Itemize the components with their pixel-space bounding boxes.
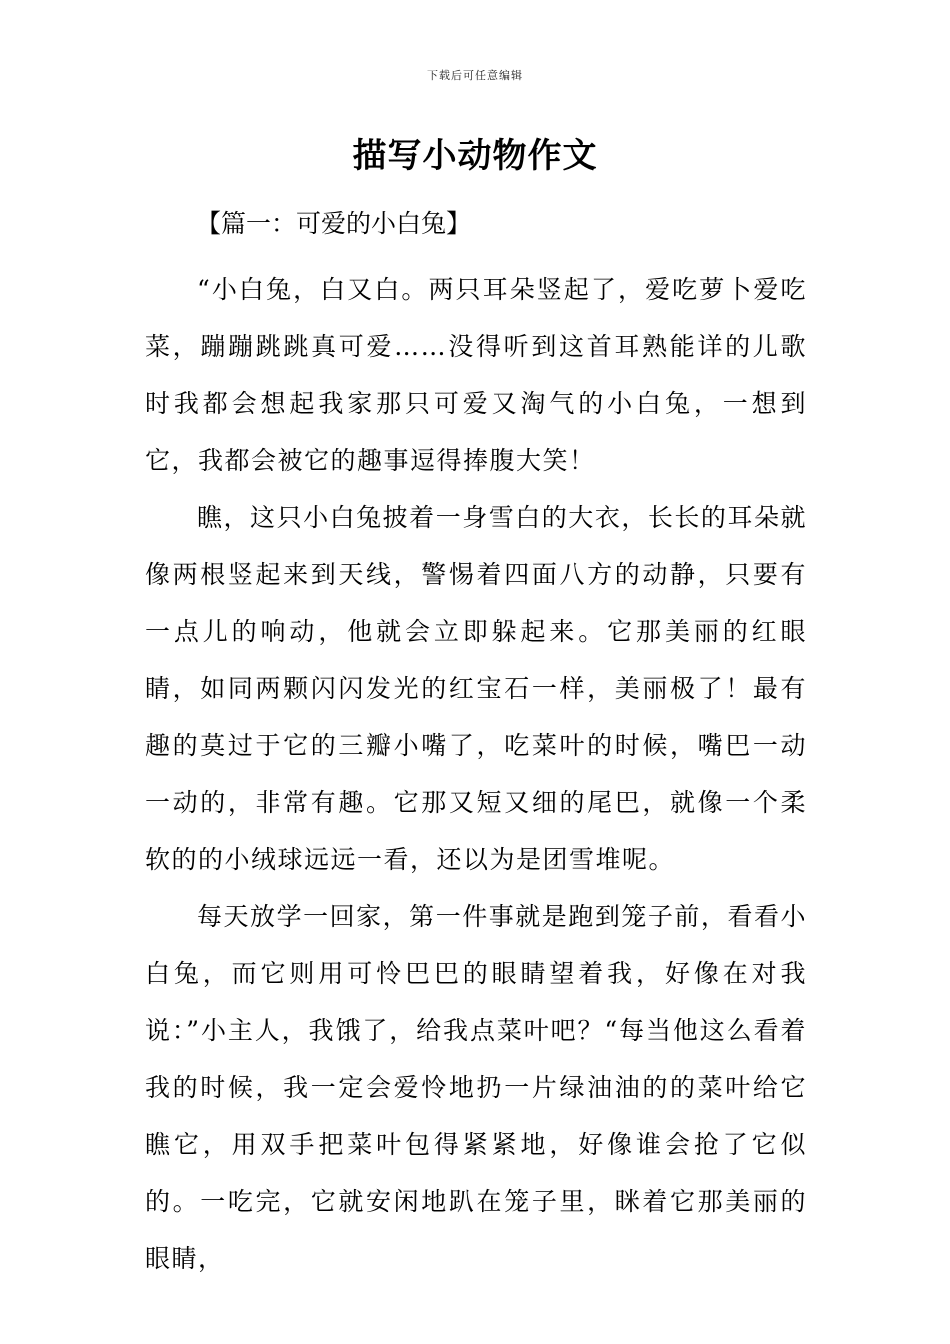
document-body — [145, 261, 807, 1287]
paragraph-3: 每天放学一回家，第一件事就是跑到笼子前，看看小白兔，而它则用可怜巴巴的眼睛望着我，好像在对我说：”小主人，我饿了，给我点菜叶吧？“每当他这么看着我的时候，我一定会爱怜地扔一片绿油油的的菜叶给它瞧它，用双手把菜叶包得紧紧地，好像谁会抢了它似的。一吃完，它就安闲地趴在笼子里，眯着它那美丽的眼睛， — [145, 902, 807, 1273]
paragraph-1: “小白兔，白又白。两只耳朵竖起了，爱吃萝卜爱吃菜，蹦蹦跳跳真可爱……没得听到这首耳熟能详的儿歌时我都会想起我家那只可爱又淘气的小白兔，一想到它，我都会被它的趣事逗得捧腹大笑！ — [145, 275, 807, 475]
paragraph-2: 瞧，这只小白兔披着一身雪白的大衣，长长的耳朵就像两根竖起来到天线，警惕着四面八方的动静，只要有一点儿的响动，他就会立即躲起来。它那美丽的红眼睛，如同两颗闪闪发光的红宝石一样，美丽极了！最有趣的莫过于它的三瓣小嘴了，吃菜叶的时候，嘴巴一动一动的，非常有趣。它那又短又细的尾巴，就像一个柔软的的小绒球远远一看，还以为是团雪堆呢。 — [145, 503, 807, 874]
document-title: 描写小动物作文 — [352, 136, 598, 176]
header-note: 下载后可任意编辑 — [427, 69, 523, 82]
section-heading: 【篇一：可爱的小白兔】 — [196, 209, 472, 238]
